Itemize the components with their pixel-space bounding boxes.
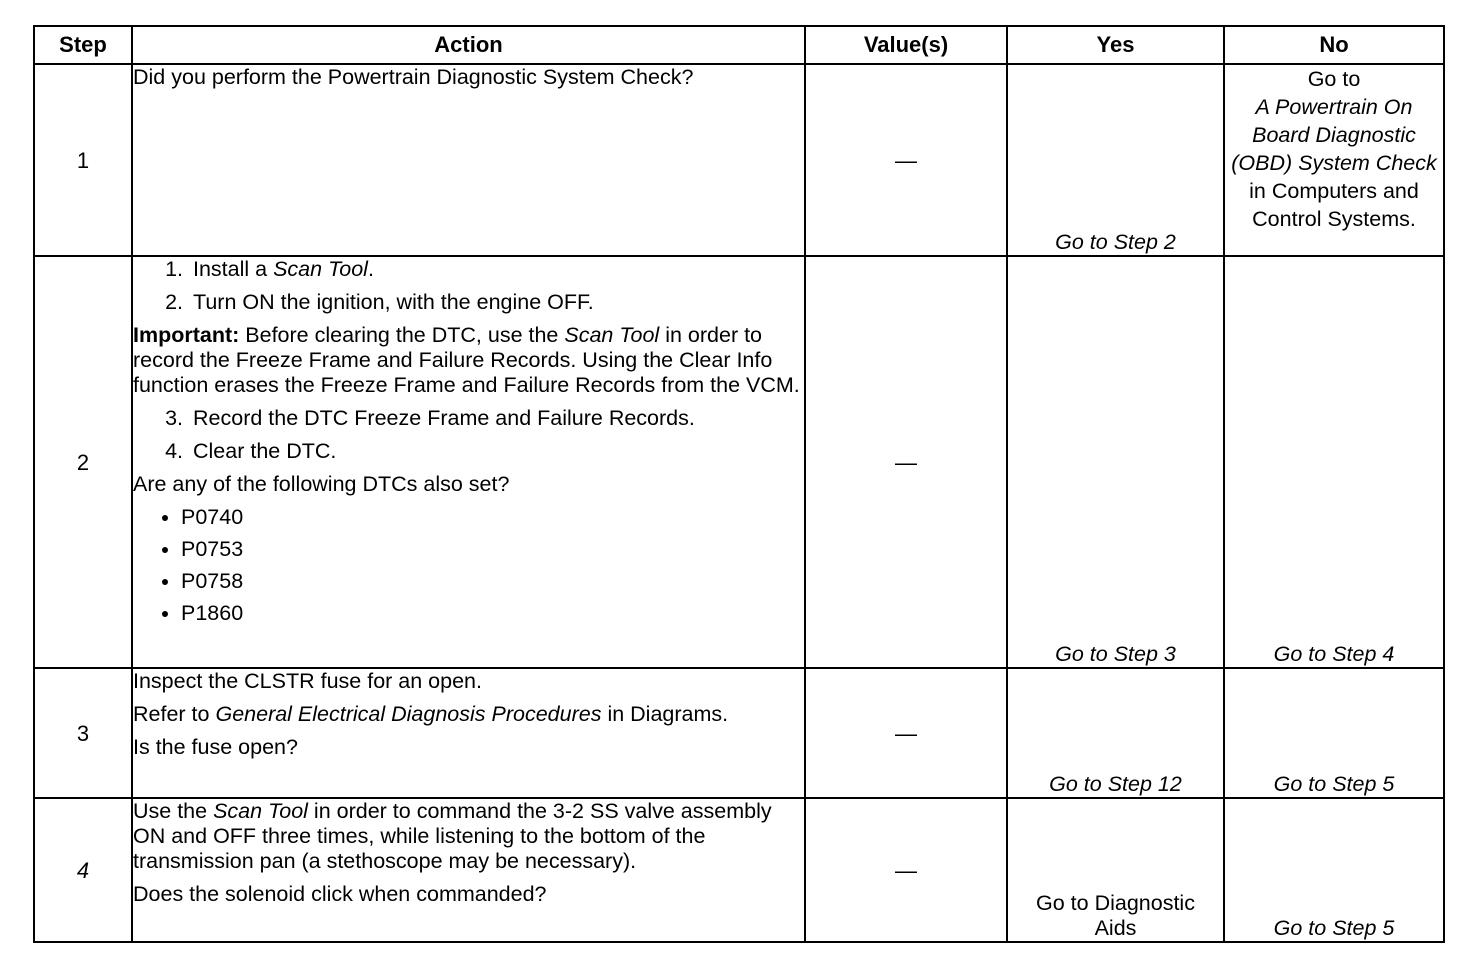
important-label: Important: — [133, 323, 240, 347]
action-text: Use the Scan Tool in order to command the 3-2 SS valve assembly ON and OFF three times, while listening to the bottom of the transmission pan (a stethoscope may be necessary). — [133, 799, 772, 873]
reference-link[interactable]: General Electrical Diagnosis Procedures — [215, 702, 602, 726]
header-step: Step — [34, 26, 132, 64]
question-text: Are any of the following DTCs also set? — [133, 472, 510, 496]
list-item: • P0753 — [181, 537, 804, 562]
scan-tool-link[interactable]: Scan Tool — [213, 799, 308, 823]
value-cell: — — [805, 668, 1007, 798]
list-item: 1. Install a Scan Tool. — [189, 257, 804, 282]
table-row — [34, 256, 1444, 668]
value-cell: — — [805, 64, 1007, 256]
no-link[interactable]: Go to Step 5 — [1224, 798, 1444, 942]
header-values: Value(s) — [805, 26, 1007, 64]
list-item: 3. Record the DTC Freeze Frame and Failure Records. — [189, 406, 804, 431]
list-item: • P0758 — [181, 569, 804, 594]
no-suffix: in Computers and Control Systems. — [1249, 179, 1419, 231]
action-cell — [132, 798, 805, 942]
no-link[interactable]: Go to Step 5 — [1224, 668, 1444, 798]
no-cell — [1224, 64, 1444, 256]
action-text: Inspect the CLSTR fuse for an open. — [133, 669, 482, 693]
no-link[interactable]: A Powertrain On Board Diagnostic (OBD) System Check — [1231, 95, 1437, 175]
yes-link[interactable]: Go to Step 12 — [1007, 668, 1224, 798]
question-text: Is the fuse open? — [133, 735, 298, 759]
step-number: 3 — [34, 668, 132, 798]
scan-tool-link[interactable]: Scan Tool — [273, 257, 368, 281]
header-no: No — [1224, 26, 1444, 64]
yes-link[interactable]: Go to Diagnostic Aids — [1007, 798, 1224, 942]
step-number: 2 — [34, 256, 132, 668]
yes-link[interactable]: Go to Step 3 — [1007, 256, 1224, 668]
list-item: 4. Clear the DTC. — [189, 439, 804, 464]
value-cell: — — [805, 798, 1007, 942]
table-row — [34, 668, 1444, 798]
diagnostic-table — [33, 25, 1445, 943]
procedure-list — [133, 406, 804, 464]
dtc-list — [133, 505, 804, 626]
reference-text: Refer to General Electrical Diagnosis Procedures in Diagrams. — [133, 702, 729, 726]
step-number: 4 — [34, 798, 132, 942]
action-cell — [132, 256, 805, 668]
question-text: Does the solenoid click when commanded? — [133, 882, 547, 906]
procedure-list — [133, 257, 804, 315]
list-item: • P1860 — [181, 601, 804, 626]
action-cell — [132, 64, 805, 256]
step-number: 1 — [34, 64, 132, 256]
action-cell — [132, 668, 805, 798]
no-prefix: Go to — [1307, 67, 1361, 91]
value-cell: — — [805, 256, 1007, 668]
no-link[interactable]: Go to Step 4 — [1224, 256, 1444, 668]
header-row — [34, 26, 1444, 64]
list-item: • P0740 — [181, 505, 804, 530]
yes-link[interactable]: Go to Step 2 — [1007, 64, 1224, 256]
header-action: Action — [132, 26, 805, 64]
table-row — [34, 64, 1444, 256]
scan-tool-link[interactable]: Scan Tool — [564, 323, 660, 347]
header-yes: Yes — [1007, 26, 1224, 64]
important-note: Important: Before clearing the DTC, use the Scan Tool in order to record the Freeze Frame and Failure Records. Using the Clear Info function erases the Freeze Frame and Failure Records from the VCM. — [133, 323, 800, 397]
action-text: Did you perform the Powertrain Diagnostic System Check? — [133, 65, 694, 89]
list-item: 2. Turn ON the ignition, with the engine OFF. — [189, 290, 804, 315]
table-row — [34, 798, 1444, 942]
